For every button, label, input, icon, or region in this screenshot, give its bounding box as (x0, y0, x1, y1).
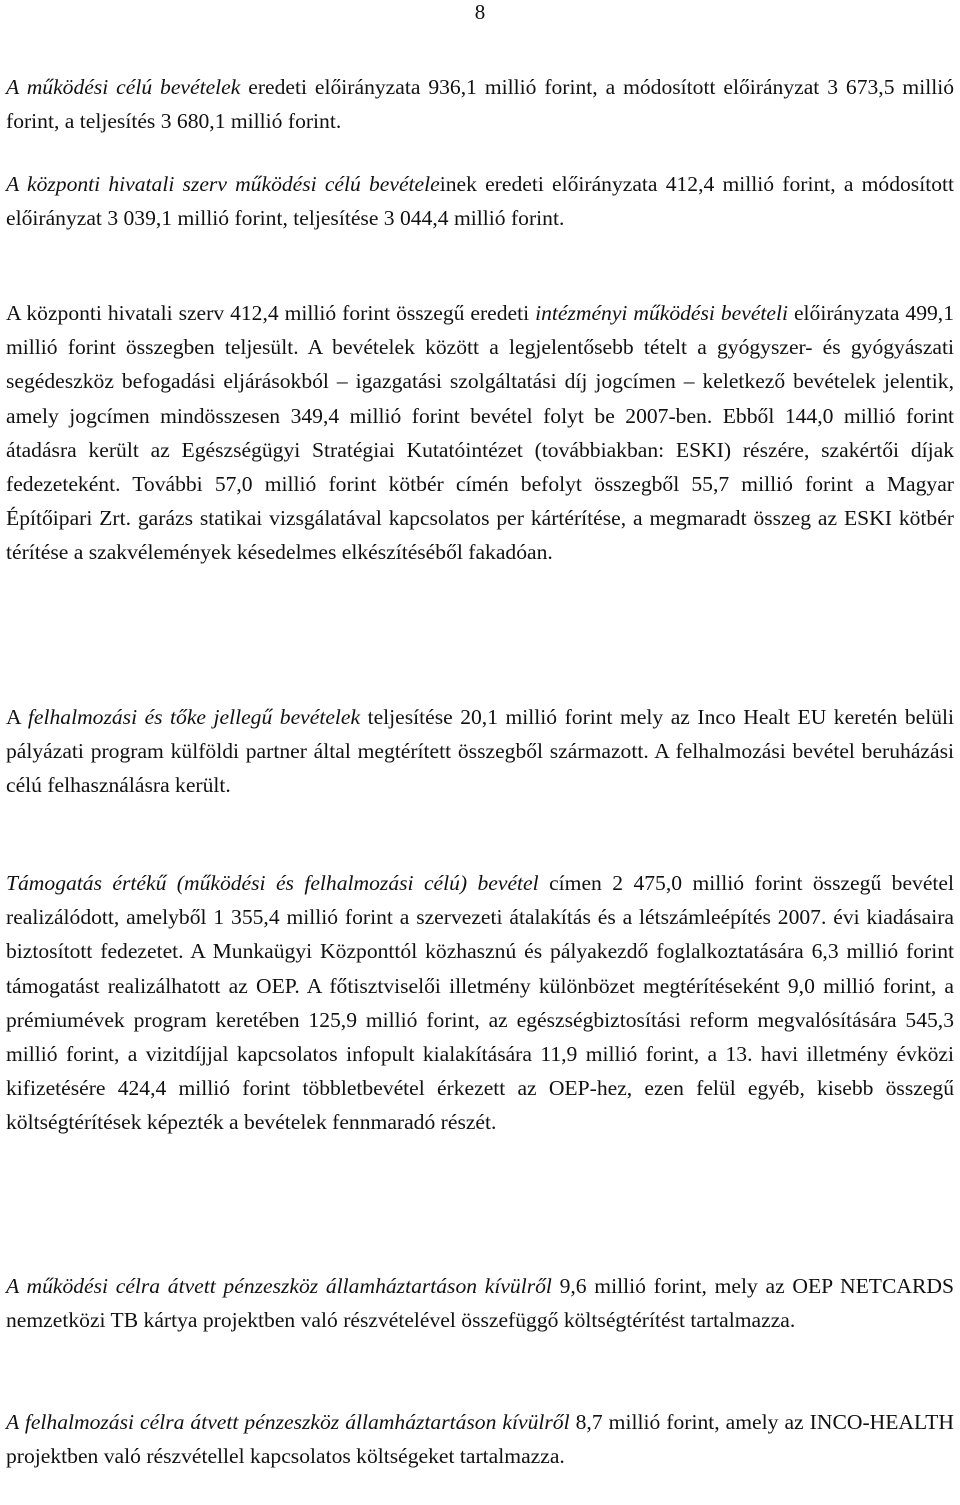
italic-term: felhalmozási és tőke jellegű bevételek (27, 705, 361, 729)
paragraph-operating-revenues (6, 70, 954, 138)
paragraph-capital-transfers (6, 1405, 954, 1473)
paragraph-operating-transfers (6, 1269, 954, 1337)
paragraph-text: előirányzata 499,1 millió forint összegben teljesült. A bevételek között a legjelentősebb tételt a gyógyszer- és gyógyászati segédeszköz befogadási eljárásokból – igazgatási szolgáltatási díj jogcímen – keletkező bevételek jelentik, amely jogcímen mindösszesen 349,4 millió forint bevétel folyt be 2007-ben. Ebből 144,0 millió forint átadásra került az Egészségügyi Stratégiai Kutatóintézet (továbbiakban: ESKI) részére, szakértői díjak fedezeteként. További 57,0 millió forint kötbér címén befolyt összegből 55,7 millió forint a Magyar Építőipari Zrt. garázs statikai vizsgálatával kapcsolatos per kártérítése, a megmaradt összeg az ESKI kötbér térítése a szakvélemények késedelmes elkészítéséből fakadóan. (6, 301, 954, 565)
paragraph-text: 8,7 millió forint, amely az INCO-HEALTH projektben való részvétellel kapcsolatos költségeket tartalmazza. (6, 1410, 955, 1469)
paragraph-text: eredeti előirányzata 936,1 millió forint, a módosított előirányzat 3 673,5 millió forint, a teljesítés 3 680,1 millió forint. (6, 75, 954, 134)
page-number: 8 (474, 0, 486, 24)
paragraph-text: A (6, 705, 28, 729)
paragraph-institutional-revenues (6, 296, 954, 570)
italic-term: A központi hivatali szerv működési célú bevétele (6, 172, 440, 196)
paragraph-capital-revenues (6, 700, 954, 803)
italic-term: A működési célú bevételek (6, 75, 241, 99)
paragraph-central-office-revenues (6, 167, 954, 235)
italic-term: intézményi működési bevételi (535, 301, 789, 325)
paragraph-text: inek eredeti előirányzata 412,4 millió forint, a módosított előirányzat 3 039,1 millió forint, teljesítése 3 044,4 millió forint. (6, 172, 954, 231)
italic-term: Támogatás értékű (működési és felhalmozási célú) bevétel (6, 871, 539, 895)
paragraph-text: címen 2 475,0 millió forint összegű bevétel realizálódott, amelyből 1 355,4 millió forint a szervezeti átalakítás és a létszámleépítés 2007. évi kiadásaira biztosított fedezetet. A Munkaügyi Központtól közhasznú és pályakezdő foglalkoztatására 6,3 millió forint támogatást realizálhatott az OEP. A főtisztviselői illetmény különbözet megtérítéseként 9,0 millió forint, a prémiumévek program keretében 125,9 millió forint, az egészségbiztosítási reform megvalósítására 545,3 millió forint, a vizitdíjjal kapcsolatos infopult kialakítására 11,9 millió forint, a 13. havi illetmény évközi kifizetésére 424,4 millió forint többletbevétel érkezett az OEP-hez, ezen felül egyéb, kisebb összegű költségtérítések képezték a bevételek fennmaradó részét. (6, 871, 955, 1135)
paragraph-text: 9,6 millió forint, mely az OEP NETCARDS nemzetközi TB kártya projektben való részvételével összefüggő költségtérítést tartalmazza. (6, 1274, 955, 1333)
paragraph-text: A központi hivatali szerv 412,4 millió forint összegű eredeti (6, 301, 536, 325)
paragraph-subsidy-revenues (6, 866, 954, 1140)
italic-term: A működési célra átvett pénzeszköz államháztartáson kívülről (6, 1274, 552, 1298)
italic-term: A felhalmozási célra átvett pénzeszköz államháztartáson kívülről (6, 1410, 570, 1434)
paragraph-text: teljesítése 20,1 millió forint mely az Inco Healt EU keretén belüli pályázati program külföldi partner által megtérített összegből származott. A felhalmozási bevétel beruházási célú felhasználásra került. (6, 705, 954, 798)
